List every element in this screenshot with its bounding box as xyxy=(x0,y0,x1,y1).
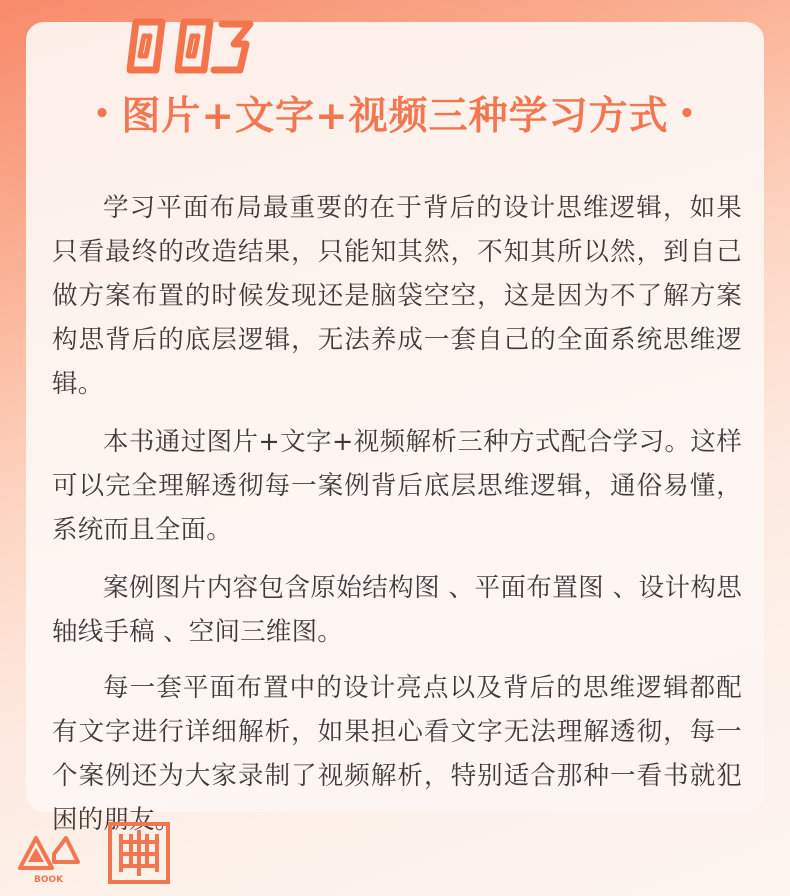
title-bullet-right: • xyxy=(678,99,697,130)
title-bullet-left: • xyxy=(93,99,112,130)
paragraph-1: 学习平面布局最重要的在于背后的设计思维逻辑，如果只看最终的改造结果，只能知其然，不知其所以然，到自己做方案布置的时候发现还是脑袋空空，这是因为不了解方案构思背后的底层逻辑，无法养成一套自己的全面系统思维逻辑。 xyxy=(52,193,742,399)
paragraph-3: 案例图片内容包含原始结构图 、平面布置图 、设计构思轴线手稿 、空间三维图。 xyxy=(52,573,742,647)
paragraph-4: 每一套平面布置中的设计亮点以及背后的思维逻辑都配有文字进行详细解析，如果担心看文字无法理解透彻，每一个案例还为大家录制了视频解析，特别适合那种一看书就犯困的朋友。 xyxy=(52,673,742,835)
mountain-book-logo-text: BOOK xyxy=(34,875,64,885)
mountain-book-logo xyxy=(14,824,84,886)
page-title-text: 图片+文字+视频三种学习方式 xyxy=(121,94,669,139)
body-copy xyxy=(52,186,742,856)
section-number-badge xyxy=(100,8,260,88)
paragraph-2: 本书通过图片+文字+视频解析三种方式配合学习。这样可以完全理解透彻每一案例背后底层思维逻辑，通俗易懂，系统而且全面。 xyxy=(52,427,742,545)
seal-stamp-logo xyxy=(104,820,174,888)
page-title xyxy=(0,96,790,139)
